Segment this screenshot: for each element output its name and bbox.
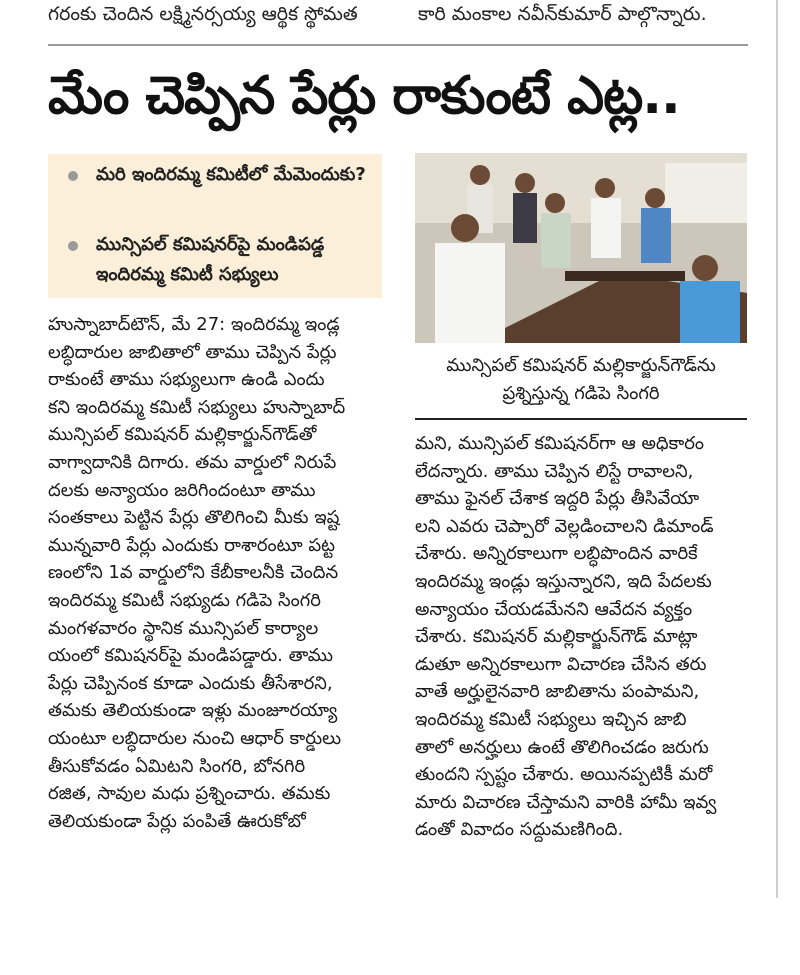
- previous-article-fragment: [0, 0, 776, 30]
- bullet-icon: [68, 241, 78, 251]
- highlight-item: [68, 160, 373, 190]
- body-line: తమకు తెలియకుండా ఇళ్లు మంజూరయ్యా: [48, 700, 338, 722]
- body-line: సంతకాలు పెట్టిన పేర్లు తొలిగించి మీకు ఇష్ట: [48, 507, 340, 529]
- body-line: తీసుకోవడం ఏమిటని సింగరి, బోనగిరి: [48, 755, 306, 777]
- highlight-item: [68, 230, 373, 290]
- body-line: డుతూ అన్నిరకాలుగా విచారణ చేసిన తరు: [415, 653, 707, 675]
- body-line: వాగ్వాదానికి దిగారు. తమ వార్డులో నిరుపే: [48, 451, 337, 473]
- body-line: లేదన్నారు. తాము చెప్పిన లిస్టే రావాలని,: [415, 460, 694, 482]
- body-line: రాకుంటే తాము సభ్యులుగా ఉండి ఎందు: [48, 369, 325, 391]
- body-line: మున్నవారి పేర్లు ఎందుకు రాశారంటూ పట్ట: [48, 534, 336, 556]
- photo-caption-line: మున్సిపల్ కమిషనర్ మల్లికార్జున్‌గౌడ్‌ను: [446, 355, 716, 376]
- article-body-right-column: [415, 430, 749, 844]
- body-line: లని ఎవరు చెప్పారో వెల్లడించాలని డిమాండ్: [415, 515, 714, 537]
- body-line: రజిత, సావుల మధు ప్రశ్నించారు. తమకు: [48, 783, 331, 805]
- previous-article-right-line: కారి మంకాల నవీన్‌కుమార్ పాల్గొన్నారు.: [418, 3, 707, 25]
- previous-article-left-line: గరంకు చెందిన లక్ష్మినర్సయ్య ఆర్థిక స్థోమత: [48, 3, 358, 25]
- body-line: యంటూ లబ్ధిదారుల నుంచి ఆధార్ కార్డులు: [48, 727, 342, 749]
- body-line: చేశారు. అన్నిరకాలుగా లబ్ధిపొందిన వారికే: [415, 543, 698, 565]
- photo-caption: [415, 352, 747, 410]
- body-line: పేర్లు చెప్పినంక కూడా ఎందుకు తీసేశారని,: [48, 672, 333, 694]
- highlights-box: [48, 154, 382, 298]
- body-line: డంతో వివాదం సద్దుమణిగింది.: [415, 819, 624, 841]
- body-line: ఇందిరమ్మ ఇండ్లు ఇస్తున్నారని, ఇది పేదలకు: [415, 570, 712, 592]
- meeting-photo: [415, 153, 747, 343]
- bullet-icon: [68, 171, 78, 181]
- photo-caption-line: ప్రశ్నిస్తున్న గడిపె సింగరి: [502, 383, 660, 404]
- body-line: మున్సిపల్ కమిషనర్ మల్లికార్జున్‌గౌడ్‌తో: [48, 424, 317, 446]
- body-line: తుందని స్పష్టం చేశారు. అయినప్పటికీ మరో: [415, 764, 713, 786]
- body-line: కని ఇందిరమ్మ కమిటీ సభ్యులు హుస్నాబాద్: [48, 396, 346, 418]
- body-line: హుస్నాబాద్‌టౌన్, మే 27: ఇందిరమ్మ ఇండ్ల: [48, 314, 340, 335]
- body-line: దలకు అన్యాయం జరిగిందంటూ తాము: [48, 479, 316, 501]
- body-line: లబ్ధిదారుల జాబితాలో తాము చెప్పిన పేర్లు: [48, 341, 337, 363]
- body-line: అన్యాయం చేయడమేనని ఆవేదన వ్యక్తం: [415, 598, 693, 620]
- body-line: మంగళవారం స్థానిక మున్సిపల్ కార్యాల: [48, 617, 319, 639]
- column-edge-rule: [776, 0, 778, 898]
- highlight-text: మరి ఇందిరమ్మ కమిటీలో మేమెందుకు?: [96, 164, 366, 185]
- body-line: చేశారు. కమిషనర్ మల్లికార్జున్‌గౌడ్ మాట్లా: [415, 626, 698, 648]
- body-line: తాము ఫైనల్ చేశాక ఇద్దరి పేర్లు తీసివేయా: [415, 488, 700, 510]
- body-line: తెలియకుండా పేర్లు పంపితే ఊరుకోబో: [48, 810, 306, 832]
- body-line: ఇందిరమ్మ కమిటీ సభ్యులు ఇచ్చిన జాబి: [415, 708, 687, 730]
- body-line: యంలో కమిషనర్‌పై మండిపడ్డారు. తాము: [48, 645, 334, 667]
- body-line: ణంలోని 1వ వార్డులోని కేబీకాలనీకి చెందిన: [48, 562, 339, 584]
- section-divider: [48, 44, 748, 46]
- body-line: మారు విచారణ చేస్తామని వారికి హామీ ఇవ్వ: [415, 791, 717, 813]
- highlight-text: మున్సిపల్ కమిషనర్‌పై మండిపడ్డ ఇందిరమ్మ కమిటీ సభ్యులు: [96, 234, 325, 285]
- body-line: వాతే అర్హులైనవారి జాబితాను పంపామని,: [415, 681, 700, 703]
- body-line: మని, మున్సిపల్ కమిషనర్‌గా ఆ అధికారం: [415, 433, 705, 454]
- article-headline: మేం చెప్పిన పేర్లు రాకుంటే ఎట్ల..: [48, 66, 680, 126]
- body-line: తాలో అనర్హులు ఉంటే తొలిగించడం జరుగు: [415, 736, 709, 758]
- caption-rule: [415, 418, 747, 420]
- body-line: ఇందిరమ్మ కమిటీ సభ్యుడు గడిపె సింగరి: [48, 589, 321, 611]
- meeting-photo-icon: [415, 153, 747, 343]
- article-body-left-column: [48, 311, 384, 835]
